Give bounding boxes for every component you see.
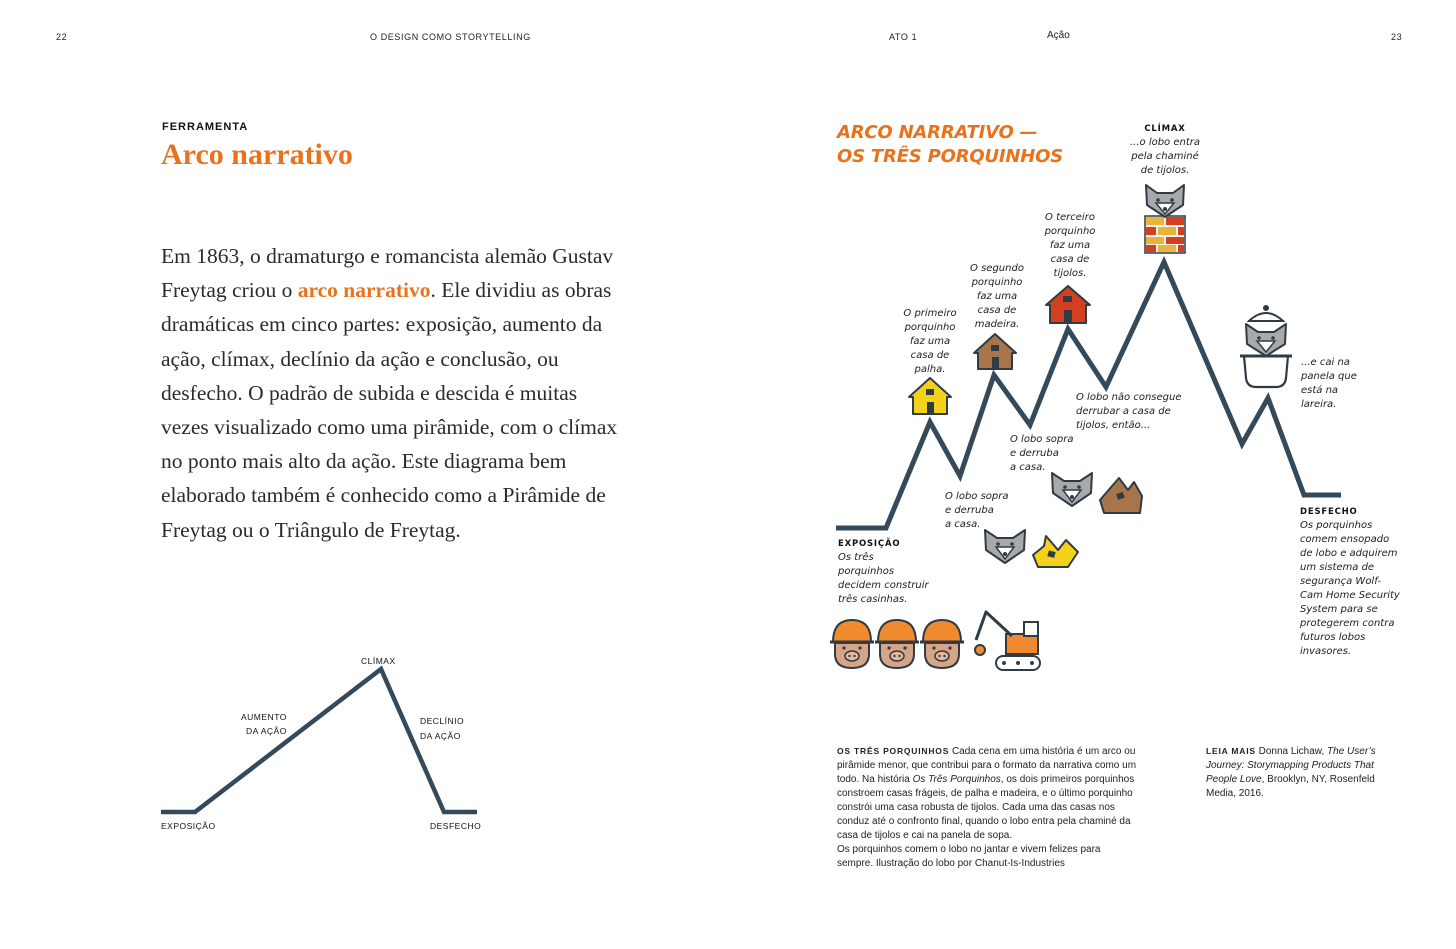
wolf-blows-second-text-1: O lobo sopra — [1010, 434, 1074, 445]
third-pig-text-4: casa de — [1050, 254, 1090, 265]
first-pig-text-5: palha. — [914, 364, 946, 375]
pig-builder-icon — [920, 620, 964, 668]
running-head: O DESIGN COMO STORYTELLING — [370, 32, 531, 42]
read-more-publisher: , Brooklyn, NY, Rosenfeld Media, 2016. — [1206, 774, 1375, 799]
second-pig-text-1: O segundo — [970, 263, 1024, 274]
first-pig-text-4: casa de — [910, 350, 950, 361]
right-page-number: 23 — [1391, 32, 1403, 42]
wolf-fails-text-1: O lobo não consegue — [1076, 392, 1182, 403]
second-pig-annotation — [969, 262, 1025, 332]
diagram-label-exposition: EXPOSIÇÃO — [161, 821, 216, 831]
wolf-blows-second-annotation — [1010, 433, 1074, 475]
diagram-label-falling-1: DECLÍNIO — [420, 716, 465, 726]
read-more — [1206, 744, 1392, 801]
wolf-blows-first-annotation — [945, 490, 1009, 532]
pot-text-1: ...e cai na — [1301, 357, 1350, 368]
second-pig-text-5: madeira. — [974, 319, 1020, 330]
wolf-icon — [1246, 324, 1286, 356]
caption-text-3: Os porquinhos comem o lobo no jantar e vivem felizes para sempre. Ilustração do lobo por Chanut-Is-Industries — [837, 844, 1101, 869]
third-pig-text-5: tijolos. — [1053, 268, 1087, 279]
exposition-annotation — [838, 537, 929, 607]
exposition-text-3: decidem construir — [838, 580, 929, 591]
second-pig-text-3: faz uma — [976, 291, 1018, 302]
resolution-label: DESFECHO — [1300, 507, 1358, 517]
resolution-text-4: um sistema de — [1300, 562, 1375, 573]
third-pig-text-3: faz uma — [1049, 240, 1091, 251]
caption-kicker: OS TRÊS PORQUINHOS — [837, 746, 950, 756]
wolf-blows-second-text-3: a casa. — [1010, 462, 1046, 473]
resolution-text-5: segurança Wolf- — [1300, 576, 1382, 587]
first-pig-text-1: O primeiro — [903, 308, 957, 319]
pot-text-4: lareira. — [1301, 399, 1337, 410]
diagram-label-resolution: DESFECHO — [430, 821, 482, 831]
resolution-annotation — [1300, 505, 1400, 659]
caption-text-2: , os dois primeiros porquinhos constroem casas frágeis, de palha e madeira, e o último porquinho constrói uma casa robusta de tijolos. Cada uma das casas nos conduz até o confronto final, quando o lobo entra pela chaminé da casa de tijolos e cai na panela de sopa. — [837, 774, 1135, 841]
climax-label: CLÍMAX — [1144, 124, 1186, 134]
diagram-label-rising-2: DA AÇÃO — [246, 726, 287, 736]
wolf-icon — [985, 530, 1025, 563]
resolution-text-6: Cam Home Security — [1300, 590, 1400, 601]
wolf-fails-text-3: tijolos, então... — [1076, 420, 1151, 431]
read-more-book-title: The User’s Journey: Storymapping Products That People Love — [1206, 746, 1376, 785]
climax-text-1: ...o lobo entra — [1129, 137, 1201, 148]
exposition-text-4: três casinhas. — [838, 594, 908, 605]
pig-builder-icon — [830, 620, 874, 668]
page-title: Arco narrativo — [161, 138, 353, 171]
wolf-icon — [1146, 185, 1184, 217]
first-pig-annotation — [900, 307, 960, 377]
diagram-label-climax: CLÍMAX — [361, 656, 396, 666]
climax-annotation — [1129, 122, 1201, 178]
figure-caption — [837, 744, 1139, 871]
left-page-number: 22 — [56, 32, 68, 42]
excavator-icon — [975, 612, 1040, 670]
pot-annotation — [1301, 356, 1357, 412]
read-more-kicker: LEIA MAIS — [1206, 746, 1256, 756]
wood-house-icon — [974, 334, 1016, 369]
collapsed-wood-house-icon — [1100, 478, 1142, 513]
arc-title-line-1: ARCO NARRATIVO — — [837, 122, 1038, 143]
section-eyebrow: FERRAMENTA — [162, 121, 249, 133]
body-text-end: . Ele dividiu as obras dramáticas em cinco partes: exposição, aumento da ação, clímax, declínio da ação e conclusão, ou desfecho. O padrão de subida e descida é muitas vezes visualizado como uma pirâmide, com o clímax no ponto mais alto da ação. Este diagrama bem elaborado também é conhecido como a Pirâmide de Freytag ou o Triângulo de Freytag. — [161, 278, 618, 542]
resolution-text-1: Os porquinhos — [1300, 520, 1373, 531]
arc-title-line-2: OS TRÊS PORQUINHOS — [837, 146, 1063, 167]
exposition-text-2: porquinhos — [838, 566, 895, 577]
caption-text-1: Cada cena em uma história é um arco ou pirâmide menor, que contribui para o formato da narrativa como um todo. Na história — [837, 746, 1137, 785]
climax-text-2: pela chaminé — [1131, 151, 1199, 162]
first-pig-text-3: faz uma — [909, 336, 951, 347]
third-pig-text-1: O terceiro — [1045, 212, 1095, 223]
first-pig-text-2: porquinho — [904, 322, 956, 333]
resolution-text-8: protegerem contra — [1300, 618, 1395, 629]
pot-text-3: está na — [1301, 385, 1339, 396]
climax-text-3: de tijolos. — [1140, 165, 1190, 176]
resolution-text-9: futuros lobos — [1300, 632, 1366, 643]
straw-house-icon — [909, 378, 951, 414]
diagram-label-falling-2: DA AÇÃO — [420, 731, 461, 741]
wolf-fails-annotation — [1076, 391, 1182, 433]
wolf-blows-first-text-1: O lobo sopra — [945, 491, 1009, 502]
pot-text-2: panela que — [1301, 371, 1357, 382]
third-pig-text-2: porquinho — [1044, 226, 1096, 237]
wolf-blows-second-text-2: e derruba — [1010, 448, 1059, 459]
diagram-label-rising-1: AUMENTO — [241, 712, 287, 722]
exposition-label: EXPOSIÇÃO — [838, 539, 901, 549]
section-name: Ação — [1047, 30, 1070, 41]
resolution-text-3: de lobo e adquirem — [1300, 548, 1398, 559]
wolf-blows-first-text-2: e derruba — [945, 505, 994, 516]
collapsed-straw-house-icon — [1033, 536, 1078, 567]
brick-chimney-icon — [1145, 216, 1185, 253]
resolution-text-2: comem ensopado — [1300, 534, 1390, 545]
second-pig-text-4: casa de — [977, 305, 1017, 316]
read-more-author: Donna Lichaw, — [1255, 746, 1328, 757]
resolution-text-7: System para se — [1300, 604, 1378, 615]
wolf-icon — [1052, 473, 1092, 506]
exposition-text-1: Os três — [838, 552, 874, 563]
wolf-fails-text-2: derrubar a casa de — [1076, 406, 1171, 417]
brick-house-icon — [1046, 286, 1090, 323]
third-pig-annotation — [1043, 211, 1097, 281]
second-pig-text-2: porquinho — [971, 277, 1023, 288]
act-label: ATO 1 — [889, 32, 918, 42]
resolution-text-10: invasores. — [1300, 646, 1352, 657]
caption-story-title: Os Três Porquinhos — [912, 774, 1001, 785]
body-highlight: arco narrativo — [297, 278, 431, 303]
pig-builder-icon — [875, 620, 919, 668]
body-text-start: Em 1863, o dramaturgo e romancista alemão Gustav Freytag criou o — [161, 244, 614, 303]
wolf-blows-first-text-3: a casa. — [945, 519, 981, 530]
